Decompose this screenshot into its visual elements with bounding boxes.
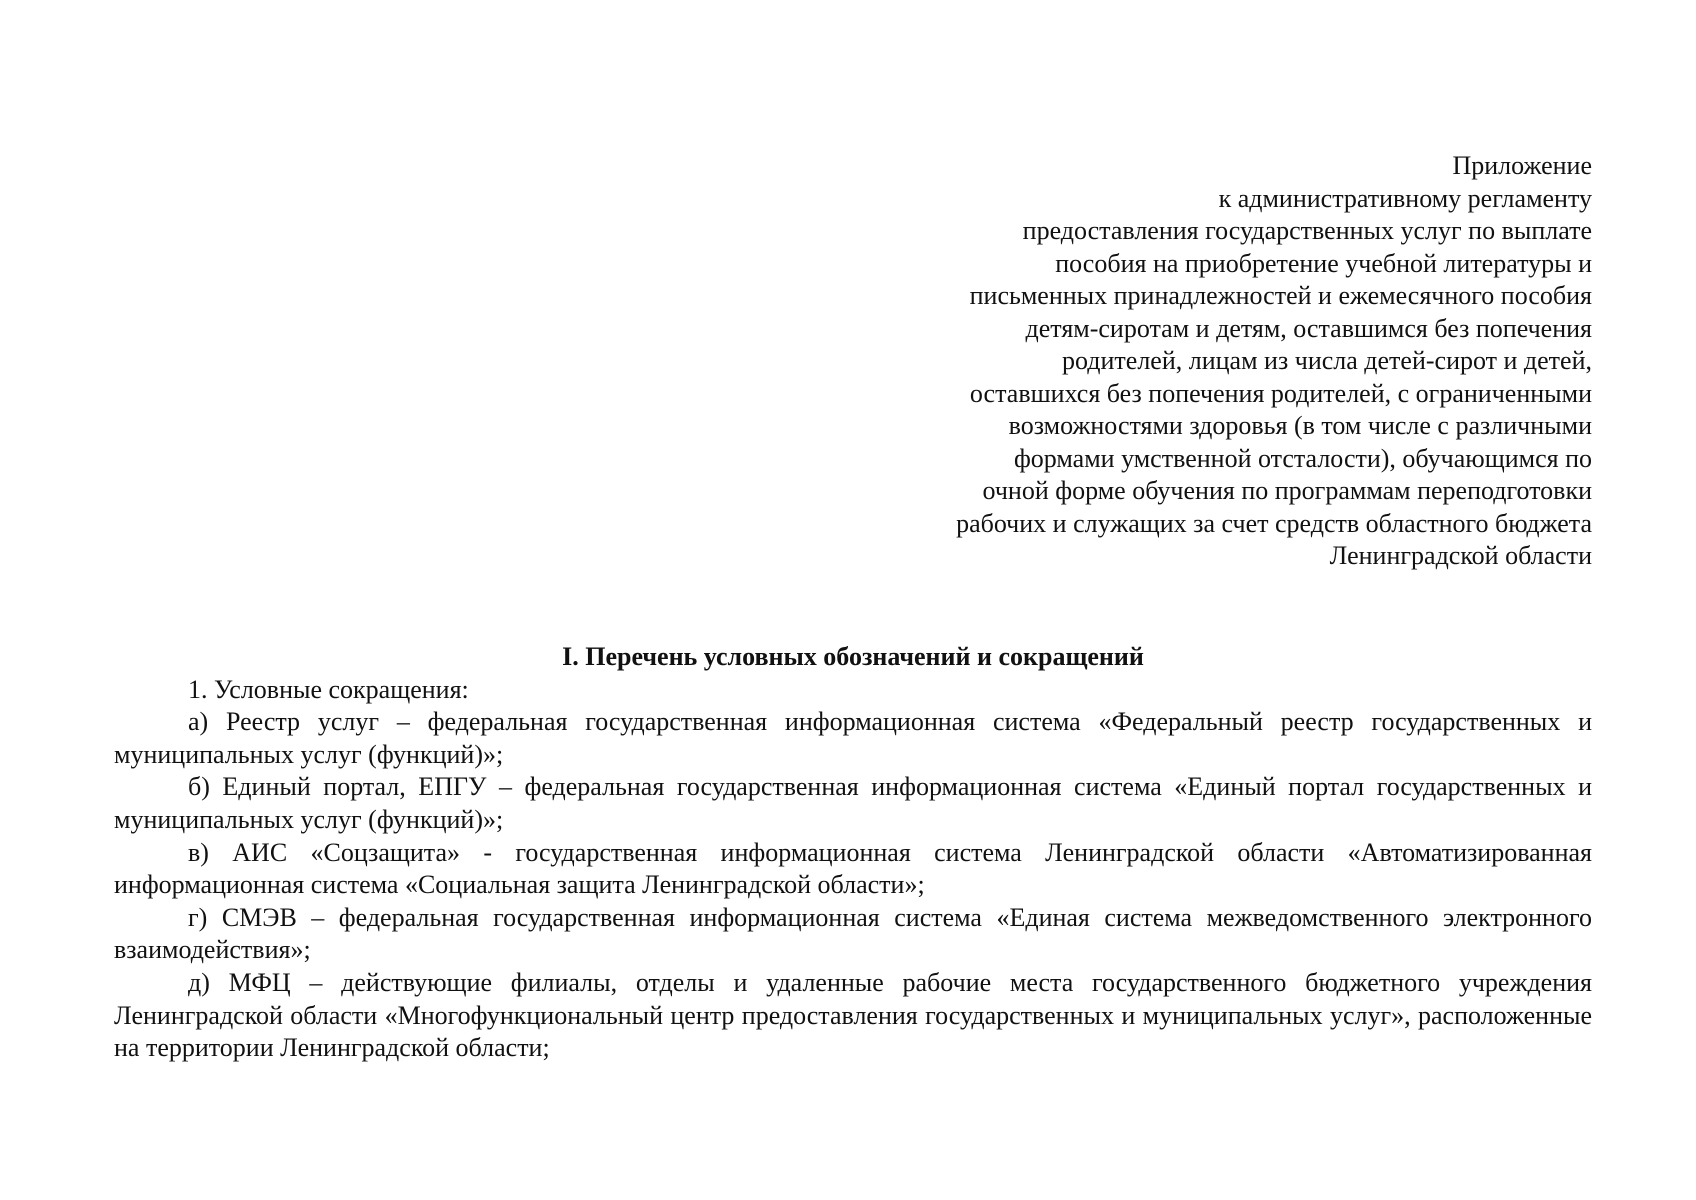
appendix-line: формами умственной отсталости), обучающимся по (1013, 443, 1592, 473)
section-content (114, 641, 1592, 1065)
abbreviation-paragraph: г) СМЭВ – федеральная государственная информационная система «Единая система межведомственного электронного взаимодействия»; (114, 902, 1592, 965)
abbreviation-paragraph: д) МФЦ – действующие филиалы, отделы и удаленные рабочие места государственного бюджетного учреждения Ленинградской области «Многофункциональный центр предоставления государственных и муниципальных услуг», расположенные на территории Ленинградской области; (114, 967, 1592, 1063)
appendix-line: оставшихся без попечения родителей, с ограниченными (969, 378, 1592, 408)
abbreviation-paragraph: а) Реестр услуг – федеральная государственная информационная система «Федеральный реестр государственных и муниципальных услуг (функций)»; (114, 707, 1592, 769)
appendix-line: письменных принадлежностей и ежемесячного пособия (969, 281, 1592, 310)
appendix-line: предоставления государственных услуг по выплате (1022, 216, 1592, 245)
abbreviation-paragraph: в) АИС «Соцзащита» - государственная информационная система Ленинградской области «Автоматизированная информационная система «Социальная защита Ленинградской области»; (114, 837, 1592, 900)
section-title: I. Перечень условных обозначений и сокращений (562, 642, 1144, 671)
appendix-line: детям-сиротам и детям, оставшимся без попечения (1025, 313, 1592, 343)
appendix-line: очной форме обучения по программам переподготовки (982, 476, 1592, 505)
abbreviation-paragraph: б) Единый портал, ЕПГУ – федеральная государственная информационная система «Единый портал государственных и муниципальных услуг (функций)»; (114, 772, 1592, 834)
appendix-line: к административному регламенту (1218, 183, 1592, 213)
appendix-line: Ленинградской области (1329, 541, 1592, 570)
appendix-line: возможностями здоровья (в том числе с различными (1008, 411, 1592, 440)
appendix-line: рабочих и служащих за счет средств областного бюджета (956, 508, 1592, 538)
appendix-line: Приложение (1452, 151, 1592, 180)
appendix-line: пособия на приобретение учебной литературы и (1055, 248, 1592, 278)
item-heading: 1. Условные сокращения: (188, 674, 469, 704)
appendix-header (832, 150, 1592, 573)
appendix-line: родителей, лицам из числа детей-сирот и детей, (1062, 346, 1592, 375)
